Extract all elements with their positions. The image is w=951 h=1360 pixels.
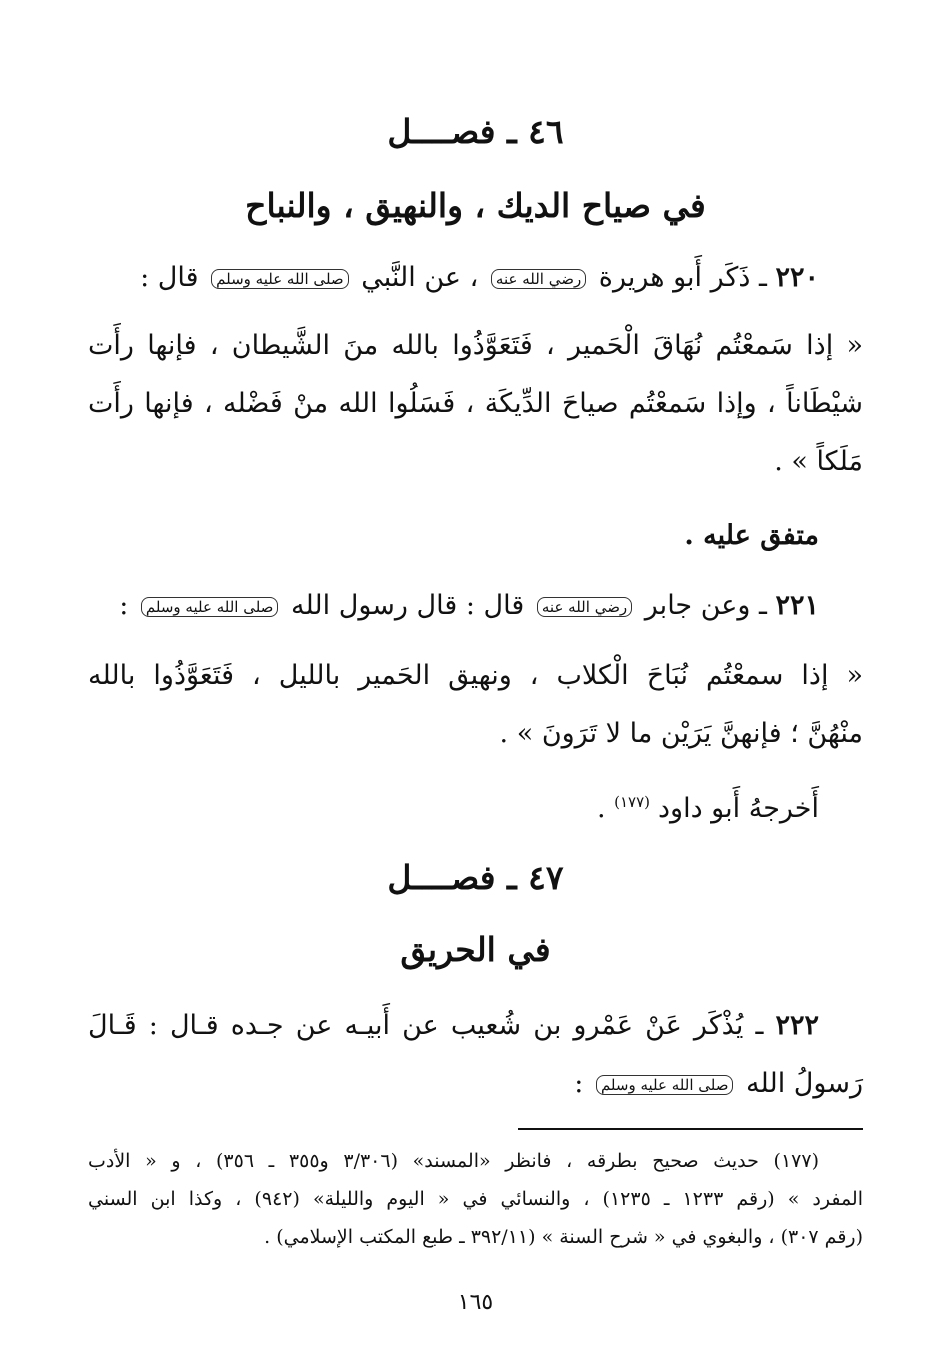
hadith-220-number: ٢٢٠ (775, 262, 819, 293)
hadith-221-intro-c: : (119, 590, 129, 621)
salla-honorific-icon: صلى الله عليه وسلم (141, 597, 279, 617)
hadith-221-number: ٢٢١ (775, 590, 819, 621)
footnote-177-reference[interactable]: (١٧٧) (614, 793, 651, 811)
footnote-line-3: (رقم ٣٠٧) ، والبغوي في « شرح السنة » (٣٩٢/١١ ـ طبع المكتب الإسلامي) . (264, 1226, 863, 1248)
hadith-222-line-1: ـ يُذْكَر عَنْ عَمْرو بن شُعيب عن أَبيـه عن جـده قـال : قَـالَ (88, 1010, 764, 1041)
hadith-220-intro-c: قال : (140, 262, 199, 293)
hadith-221-intro-b: قال : قال رسول الله (291, 590, 525, 621)
salla-honorific-icon: صلى الله عليه وسلم (211, 269, 349, 289)
footnote-separator (518, 1128, 863, 1130)
hadith-221-intro-a: ـ وعن جابر (644, 590, 767, 621)
radiyallah-honorific-icon: رضي الله عنه (491, 269, 586, 289)
hadith-222-line-2 (88, 1064, 863, 1104)
hadith-221-source-text: أَخرجهُ أَبو داود (658, 793, 819, 824)
hadith-220-text-line-1: « إذا سَمعْتُم نُهَاقَ الْحَمير ، فَتَعَوَّذُوا بالله منَ الشَّيطان ، فإنها رأَت (88, 330, 863, 361)
hadith-221-source: أَخرجهُ أَبو داود$^{(١٧٧)}$ . (596, 793, 819, 824)
hadith-221-intro (88, 586, 819, 626)
footnote-line-1: (١٧٧) حديث صحيح بطرقه ، فانظر «المسند» (٣/٣٠٦ و٣٥٥ ـ ٣٥٦) ، و « الأدب (88, 1150, 820, 1172)
hadith-222-number: ٢٢٢ (775, 1010, 819, 1041)
hadith-221-text-line-1: « إذا سمعْتُم نُبَاحَ الْكلاب ، ونهيق الحَمير بالليل ، فَتَعَوَّذُوا بالله (88, 660, 863, 691)
hadith-220-text-line-2: شيْطَاناً ، وإذا سَمعْتُم صياحَ الدِّيكَة ، فَسَلُوا الله منْ فَضْله ، فإنها رأَت (88, 388, 863, 419)
hadith-222-line-2a: رَسولُ الله (746, 1068, 863, 1099)
hadith-221-text-line-2: منْهُنَّ ؛ فإنهنَّ يَرَيْن ما لا تَرَونَ » . (499, 718, 863, 749)
section-47-subtitle: في الحريق (400, 930, 551, 969)
hadith-222-intro (88, 1006, 819, 1046)
radiyallah-honorific-icon: رضي الله عنه (537, 597, 632, 617)
section-47-title: ٤٧ ـ فصــــل (387, 858, 564, 897)
hadith-222-line-2b: : (574, 1068, 584, 1099)
footnote-line-2: المفرد » (رقم ١٢٣٣ ـ ١٢٣٥) ، والنسائي في « اليوم والليلة» (٩٤٢) ، وكذا ابن السني (88, 1188, 864, 1210)
section-46-subtitle: في صياح الديك ، والنهيق ، والنباح (245, 186, 706, 225)
page-number: ١٦٥ (457, 1290, 494, 1315)
hadith-220-intro-b: ، عن النَّبي (361, 262, 479, 293)
hadith-220-intro (88, 258, 819, 298)
section-46-title: ٤٦ ـ فصــــل (387, 112, 564, 151)
hadith-220-grading: متفق عليه . (684, 520, 819, 551)
hadith-220-text-line-3: مَلَكاً » . (774, 446, 863, 477)
salla-honorific-icon: صلى الله عليه وسلم (596, 1075, 734, 1095)
hadith-220-intro-a: ـ ذَكَر أَبو هريرة (598, 262, 767, 293)
